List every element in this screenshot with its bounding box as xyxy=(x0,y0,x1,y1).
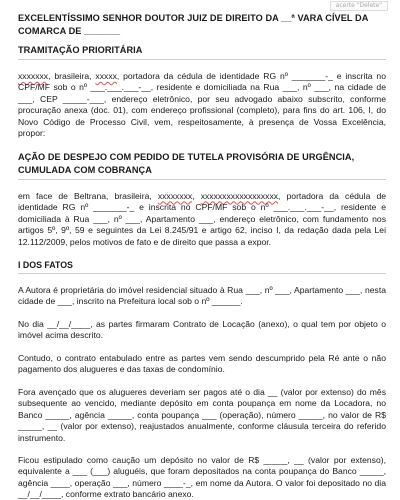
facts-paragraph: Fora avençado que os alugueres deveriam ser pagos até o dia __ (valor por extenso) do mês subsequente ao vencido, mediante depósito em conta poupança em nome da Locadora, no Banco _____, agência _____, conta poupança ___ (operação), número _____, no valor de R$ _____, __ (valor por extenso), reajustados anualmente, conforme cláusula terceira do referido instrumento. xyxy=(18,386,386,443)
plaintiff-name-placeholder: xxxxxxx xyxy=(18,71,49,81)
facts-paragraph: Contudo, o contrato entabulado entre as partes vem sendo descumprido pela Ré ante o não pagamento dos alugueres e das taxas de condomínio. xyxy=(18,352,386,375)
priority-title: TRAMITAÇÃO PRIORITÁRIA xyxy=(18,45,143,55)
facts-paragraph: A Autora é proprietária do imóvel residencial situado à Rua ___, nº ___, Apartamento ___, nesta cidade de ___, inscrito na Prefeitura local sob o nº ______. xyxy=(18,284,386,307)
plaintiff-qualification: xxxxxxx, brasileira, xxxxx, portadora da cédula de identidade RG nº _______-_ e inscrita no CPF/MF sob o nº ___.___.___-__, residente e domiciliada na Rua ___, nº ___, na cidade de ___, CEP _____-___, endereço eletrônico, por seu advogado abaixo subscrito, conforme procuração anexa (doc. 01), com endereço profissional (completo), para fins do art. 106, I, do Novo Código de Processo Civil, vem, respeitosamente, à presença de Vossa Excelência, propor: xyxy=(18,71,386,139)
addressee-line-2: COMARCA DE _______ xyxy=(18,26,121,36)
defendant-surname-placeholder: xxxxxxxxxxxxxxxxxx xyxy=(200,190,279,201)
facts-paragraph: Ficou estipulado como caução um depósito no valor de R$ _____, __ (valor por extenso), equivalente a ___ (___) aluguéis, que foram depositados na conta poupança do Banco _____, agência ____, operação ___, número ____-_, em nome da Autora. O valor foi depositado no dia __/__/____, conforme extrato bancário anexo. xyxy=(18,454,386,500)
watermark-label: acerte "Delete" xyxy=(330,1,388,11)
facts-section-title: I DOS FATOS xyxy=(18,259,73,270)
action-title: AÇÃO DE DESPEJO COM PEDIDO DE TUTELA PROVISÓRIA DE URGÊNCIA, CUMULADA COM COBRANÇA xyxy=(18,151,355,175)
plaintiff-surname-placeholder: xxxxx xyxy=(95,71,117,81)
defendant-name-placeholder: xxxxxxxx xyxy=(157,190,193,201)
defendant-qualification: em face de Beltrana, brasileira, xxxxxxxx, xxxxxxxxxxxxxxxxxx, portadora da cédula de identidade RG nº _______-_ e inscrita no CPF/MF sob o nº ___.___.___-__, residente e domiciliada à Rua ___, nº ___, Apartamento ___, endereço eletrônico, com fundamento nos artigos 5º, 9º, 59 e seguintes da Lei 8.245/91 e artigo 62, inciso I, da redação dada pela Lei 12.112/2009, pelos motivos de fato e de direito que passa a expor. xyxy=(18,190,386,247)
document-body xyxy=(18,12,386,500)
facts-paragraph: No dia __/__/____, as partes firmaram Contrato de Locação (anexo), o qual tem por objeto o imóvel acima descrito. xyxy=(18,318,386,341)
addressee-line-1: EXCELENTÍSSIMO SENHOR DOUTOR JUIZ DE DIREITO DA __ª VARA CÍVEL DA xyxy=(18,13,369,23)
